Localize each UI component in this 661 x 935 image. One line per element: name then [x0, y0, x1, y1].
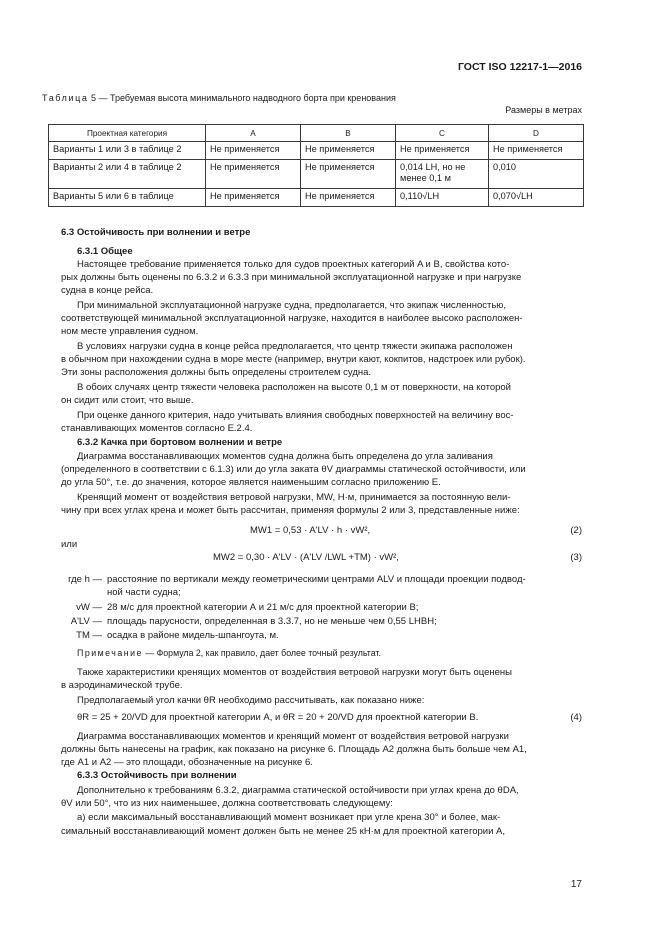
table-cell: Не применяется — [301, 142, 396, 160]
formula-2: MW1 = 0,53 · A'LV · h · vW², — [250, 525, 371, 536]
table-cell: 0,110√LH — [396, 189, 489, 207]
table-cell: Не применяется — [206, 160, 301, 189]
table-header-cell: C — [396, 125, 489, 142]
table-cell: Варианты 2 или 4 в таблице 2 — [49, 160, 206, 189]
table-cell: Не применяется — [206, 189, 301, 207]
formula-2-number: (2) — [570, 525, 582, 536]
note: Примечание — Формула 2, как правило, дает более точный результат. — [77, 648, 381, 658]
table-cell: Не применяется — [489, 142, 584, 160]
paragraph-line: он сидит или стоит, что выше. — [61, 395, 194, 406]
paragraph-line: Диаграмма восстанавливающих моментов судна должна быть определена до угла заливания — [77, 451, 493, 462]
table-cell: Варианты 5 или 6 в таблице — [49, 189, 206, 207]
formula-3: MW2 = 0,30 · A'LV · (A'LV /LWL +TM) · vW², — [213, 552, 399, 563]
table-units: Размеры в метрах — [505, 105, 582, 115]
table-cell: Не применяется — [206, 142, 301, 160]
paragraph-line: станавливающих моментов согласно Е.2.4. — [61, 423, 253, 434]
definition-text: расстояние по вертикали между геометрическими центрами ALV и площади проекции подвод- — [107, 574, 526, 585]
definition-symbol: vW — — [76, 602, 102, 613]
paragraph-line: Предполагаемый угол качки θR необходимо рассчитывать, как показано ниже: — [77, 695, 425, 706]
table-cell: 0,010 — [489, 160, 584, 189]
paragraph-line: ном месте управления судном. — [61, 326, 199, 337]
definition-symbol: A'LV — — [70, 616, 102, 627]
table-cell: 0,070√LH — [489, 189, 584, 207]
definition-symbol: где h — — [68, 574, 102, 585]
table-cell: 0,014 LH, но не менее 0,1 м — [396, 160, 489, 189]
table-cell: Не применяется — [301, 189, 396, 207]
table-row — [49, 189, 584, 207]
paragraph-line: а) если максимальный восстанавливающий момент возникает при угле крена 30° и более, мак- — [77, 812, 501, 823]
table-cell: Не применяется — [396, 142, 489, 160]
definition-symbol: TM — — [76, 630, 102, 641]
definition-text: 28 м/с для проектной категории А и 21 м/с для проектной категории В; — [107, 602, 419, 613]
table-header-cell: Проектная категория — [49, 125, 206, 142]
paragraph-line: Дополнительно к требованиям 6.3.2, диаграмма статической остойчивости при углах крена до θDA, — [77, 785, 519, 796]
paragraph-line: Эти зоны расположения должны быть определены строителем судна. — [61, 367, 372, 378]
paragraph-line: При минимальной эксплуатационной нагрузке судна, предполагается, что экипаж численностью, — [77, 300, 507, 311]
table-cell: Не применяется — [301, 160, 396, 189]
section-heading: 6.3 Остойчивость при волнении и ветре — [61, 227, 251, 238]
table-row — [49, 142, 584, 160]
paragraph-line: В обоих случаях центр тяжести человека расположен на высоте 0,1 м от поверхности, на которой — [77, 382, 511, 393]
paragraph-line: соответствующей минимальной эксплуатационной нагрузке, находится в наиболее высоко расположен- — [61, 313, 523, 324]
paragraph-line: θV или 50°, что из них наименьшее, должна соответствовать следующему: — [61, 798, 393, 809]
paragraph-line: судна в конце рейса. — [61, 285, 154, 296]
table-header-row — [49, 125, 584, 142]
paragraph-line: В условиях нагрузки судна в конце рейса предполагается, что центр тяжести экипажа расположен — [77, 341, 513, 352]
or-label: или — [61, 539, 78, 550]
formula-3-number: (3) — [570, 552, 582, 563]
formula-4-number: (4) — [570, 712, 582, 723]
definition-text: осадка в районе мидель-шпангоута, м. — [107, 630, 279, 641]
subsection-heading: 6.3.1 Общее — [77, 246, 133, 257]
subsection-heading: 6.3.2 Качка при бортовом волнении и ветре — [77, 437, 283, 448]
paragraph-line: в обычном при нахождении судна в море месте (например, внутри кают, кокпитов, надстроек или рубок). — [61, 354, 526, 365]
table-header-cell: B — [301, 125, 396, 142]
paragraph-line: в аэродинамической трубе. — [61, 680, 183, 691]
document-header: ГОСТ ISO 12217-1—2016 — [457, 61, 582, 73]
paragraph-line: чину при всех углах крена и может быть рассчитан, применяя формулы 2 или 3, представленные ниже: — [61, 505, 520, 516]
paragraph-line: При оценке данного критерия, надо учитывать влияния свободных поверхностей на величину вос- — [77, 410, 514, 421]
table-header-cell: D — [489, 125, 584, 142]
paragraph-line: Кренящий момент от воздействия ветровой нагрузки, MW, Н·м, принимается за постоянную вели- — [77, 492, 511, 503]
freeboard-table — [48, 124, 584, 207]
table-row — [49, 160, 584, 189]
table-header-cell: A — [206, 125, 301, 142]
paragraph-line: симальный восстанавливающий момент должен быть не менее 25 кН·м для проектной категории А, — [61, 826, 505, 837]
table-cell: Варианты 1 или 3 в таблице 2 — [49, 142, 206, 160]
formula-4: θR = 25 + 20/VD для проектной категории A, и θR = 20 + 20/VD для проектной категории B. — [77, 712, 479, 723]
paragraph-line: Настоящее требование применяется только для судов проектных категорий A и B, свойства кото- — [77, 259, 510, 270]
paragraph-line: до угла 50°, т.е. до значения, которое является наименьшим согласно приложению Е. — [61, 477, 441, 488]
definition-text: ной части судна; — [107, 587, 181, 598]
paragraph-line: Также характеристики кренящих моментов от воздействия ветровой нагрузки могут быть оценены — [77, 667, 513, 678]
paragraph-line: (определенного в соответствии с 6.1.3) или до угла заката θV диаграммы статической остойчивости, или — [61, 464, 526, 475]
paragraph-line: должны быть нанесены на график, как показано на рисунке 6. Площадь A2 должна быть больше чем A1, — [61, 744, 527, 755]
table-caption: Таблица 5 — Требуемая высота минимального надводного борта при кренования — [42, 93, 396, 103]
paragraph-line: рых должны быть оценены по 6.3.2 и 6.3.3 при минимальной эксплуатационной нагрузке и при нагрузке — [61, 272, 522, 283]
subsection-heading: 6.3.3 Остойчивость при волнении — [77, 770, 237, 781]
paragraph-line: Диаграмма восстанавливающих моментов и кренящий момент от воздействия ветровой нагрузки — [77, 731, 509, 742]
paragraph-line: где A1 и A2 — это площади, обозначенные на рисунке 6. — [61, 757, 313, 768]
definition-text: площадь парусности, определенная в 3.3.7, но не меньше чем 0,55 LHBH; — [107, 616, 437, 627]
page-number: 17 — [570, 879, 582, 890]
